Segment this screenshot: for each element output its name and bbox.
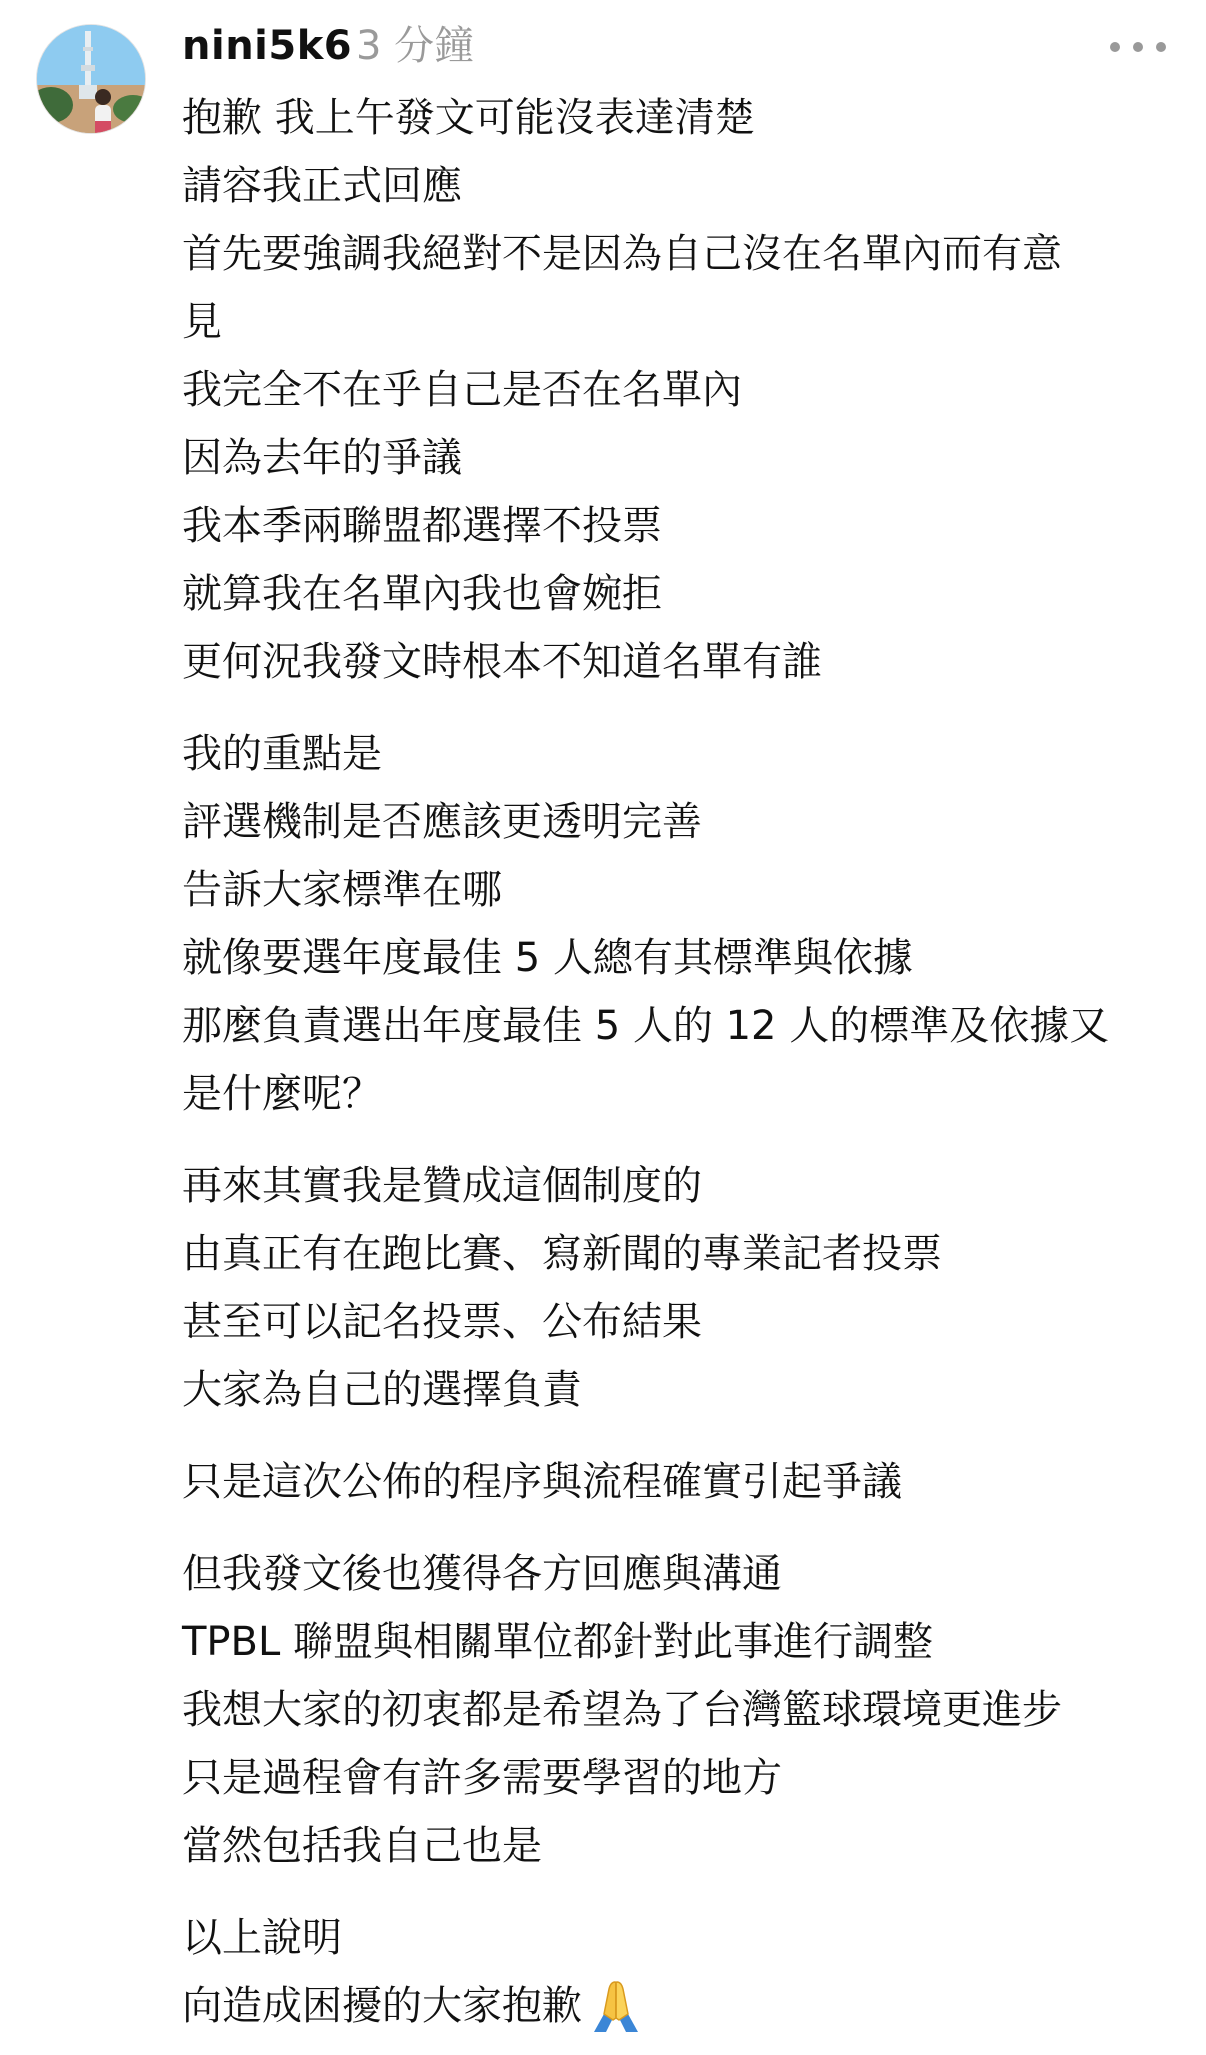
post-line: 由真正有在跑比賽、寫新聞的專業記者投票 xyxy=(182,1231,942,1277)
post-line: 只是這次公佈的程序與流程確實引起爭議 xyxy=(182,1459,902,1505)
post-line: 評選機制是否應該更透明完善 xyxy=(182,799,702,845)
avatar-photo xyxy=(37,25,145,133)
post-line: 就像要選年度最佳 5 人總有其標準與依據 xyxy=(182,935,913,981)
post-line: 見 xyxy=(182,299,222,345)
post-line: 以上說明 xyxy=(182,1915,342,1961)
post-line: 告訴大家標準在哪 xyxy=(182,867,502,913)
post-line: 首先要強調我絕對不是因為自己沒在名單內而有意 xyxy=(182,231,1062,277)
username[interactable]: nini5k6 xyxy=(182,23,353,69)
more-options-button[interactable] xyxy=(1110,30,1166,64)
paragraph-gap xyxy=(182,1424,1172,1448)
post-line: 因為去年的爭議 xyxy=(182,435,462,481)
post-line: 那麼負責選出年度最佳 5 人的 12 人的標準及依據又 xyxy=(182,1003,1110,1049)
paragraph-gap xyxy=(182,1516,1172,1540)
post-line: 當然包括我自己也是 xyxy=(182,1823,542,1869)
post-line: 向造成困擾的大家抱歉 xyxy=(182,1983,582,2029)
more-horizontal-icon xyxy=(1133,42,1143,52)
post-line: 甚至可以記名投票、公布結果 xyxy=(182,1299,702,1345)
paragraph-gap xyxy=(182,1128,1172,1152)
post-line: 我想大家的初衷都是希望為了台灣籃球環境更進步 xyxy=(182,1687,1062,1733)
post-line: 我的重點是 xyxy=(182,731,382,777)
post-line: 我本季兩聯盟都選擇不投票 xyxy=(182,503,662,549)
avatar[interactable] xyxy=(36,24,146,134)
post-line: 但我發文後也獲得各方回應與溝通 xyxy=(182,1551,782,1597)
post-line: 是什麼呢？ xyxy=(182,1071,382,1117)
post-line: TPBL 聯盟與相關單位都針對此事進行調整 xyxy=(182,1619,933,1665)
post-line: 再來其實我是贊成這個制度的 xyxy=(182,1163,702,1209)
paragraph-gap xyxy=(182,1880,1172,1904)
post-line: 我完全不在乎自己是否在名單內 xyxy=(182,367,742,413)
paragraph-gap xyxy=(182,696,1172,720)
more-horizontal-icon xyxy=(1156,42,1166,52)
post-line: 抱歉 我上午發文可能沒表達清楚 xyxy=(182,95,755,141)
post-body xyxy=(182,84,1172,2040)
post-line: 更何況我發文時根本不知道名單有誰 xyxy=(182,639,822,685)
post-line: 就算我在名單內我也會婉拒 xyxy=(182,571,662,617)
folded-hands-icon xyxy=(586,1974,646,2034)
post-line-with-emoji xyxy=(182,1972,1172,2040)
post-line: 只是過程會有許多需要學習的地方 xyxy=(182,1755,782,1801)
post-timestamp: 3 分鐘 xyxy=(356,23,475,69)
post-line: 大家為自己的選擇負責 xyxy=(182,1367,582,1413)
more-horizontal-icon xyxy=(1110,42,1120,52)
post-line: 請容我正式回應 xyxy=(182,163,462,209)
